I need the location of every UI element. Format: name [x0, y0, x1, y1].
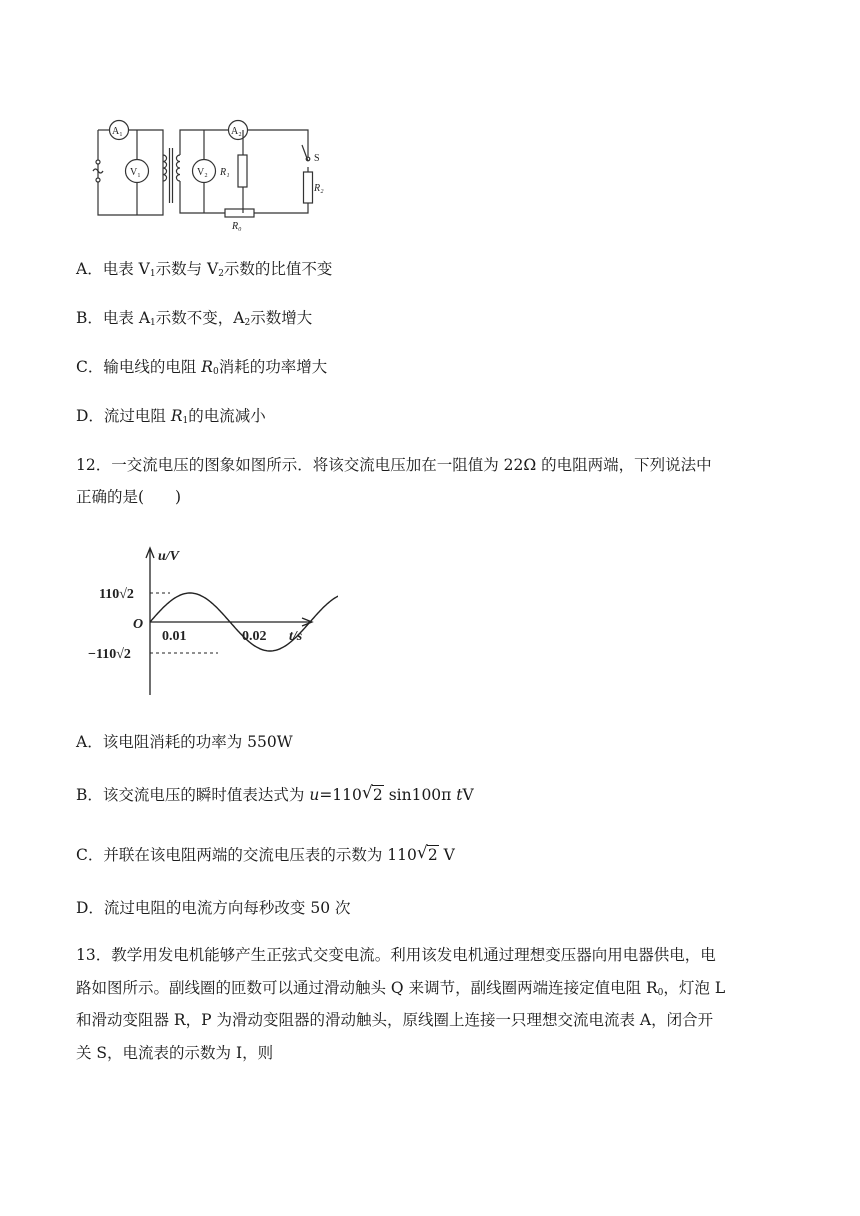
y-axis-label: u/V [158, 549, 180, 564]
resistor-r1-label: R₁ [220, 167, 230, 178]
q12-option-b: B．该交流电压的瞬时值表达式为 u=110 √ 2 sin100π tV [76, 783, 474, 804]
voltage-waveform-chart [78, 540, 338, 700]
y-tick-max-label: 110√2 [99, 587, 134, 602]
q13-line4: 关 S，电流表的示数为 I，则 [76, 1043, 274, 1062]
switch-s-label: S [314, 153, 320, 164]
transformer-circuit-diagram [90, 115, 340, 235]
q11-option-a: A．电表 $V_1$示数与 $V_2$示数的比值不变 [76, 260, 333, 279]
q12-option-c: C．并联在该电阻两端的交流电压表的示数为 110 √ 2 V [76, 843, 455, 864]
q13-line3: 和滑动变阻器 R，P 为滑动变阻器的滑动触头，原线圈上连接一只理想交流电流表 A，闭合开 [76, 1011, 714, 1029]
x-tick-label-2: 0.02 [242, 629, 267, 644]
q13-line1: 13．教学用发电机能够产生正弦式交变电流。利用该发电机通过理想变压器向用电器供电，电 [76, 946, 716, 964]
q12-option-d: D．流过电阻的电流方向每秒改变 50 次 [76, 899, 351, 917]
meter-a2-label: A₂ [231, 126, 242, 137]
q11-option-d: D．流过电阻 $R_1$的电流减小 [76, 407, 266, 426]
q11-option-c: C．输电线的电阻 $R_0$消耗的功率增大 [76, 358, 328, 377]
q13-line2: 路如图所示。副线圈的匝数可以通过滑动触头 Q 来调节，副线圈两端连接定值电阻 $R_0$，灯泡 L [76, 978, 726, 998]
q12-stem-line1: 12．一交流电压的图象如图所示．将该交流电压加在一阻值为 22Ω 的电阻两端，下列说法中 [76, 456, 712, 474]
sqrt-symbol: √ 2 [361, 783, 383, 804]
meter-v1-label: V₁ [130, 167, 141, 178]
sqrt-symbol: √ 2 [416, 843, 438, 864]
q12-stem-line2: 正确的是( ) [76, 488, 182, 506]
x-axis-label: t/s [289, 629, 303, 644]
q11-option-b: B．电表 $A_1$示数不变，$A_2$示数增大 [76, 309, 313, 328]
y-tick-min-label: −110√2 [88, 647, 131, 662]
resistor-r0-label: R₀ [232, 221, 242, 232]
q12-option-a: A．该电阻消耗的功率为 550W [76, 733, 293, 751]
meter-v2-label: V₂ [197, 167, 208, 178]
q13-stem [76, 945, 796, 1075]
origin-label: O [133, 617, 144, 632]
resistor-r2-label: R₂ [314, 183, 324, 194]
x-tick-label-1: 0.01 [162, 629, 187, 644]
meter-a1-label: A₁ [112, 126, 123, 137]
